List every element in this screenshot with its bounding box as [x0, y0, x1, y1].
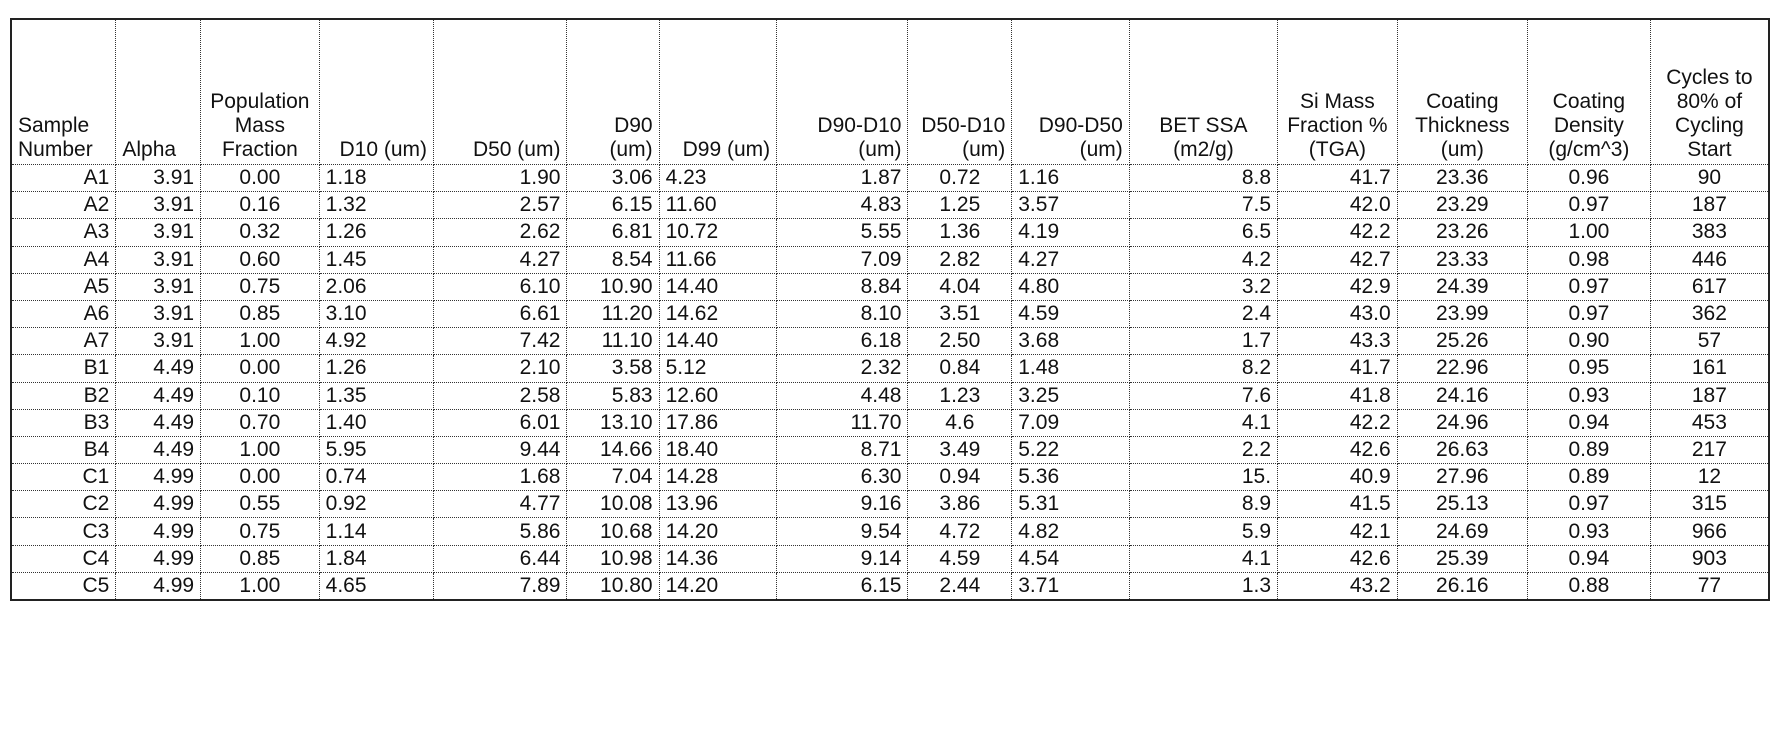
cell-d90: 6.81	[567, 219, 659, 246]
table-row	[11, 355, 1769, 382]
cell-cycles: 90	[1650, 165, 1769, 192]
cell-cycles: 315	[1650, 491, 1769, 518]
cell-si-mass-fraction: 42.1	[1278, 518, 1398, 545]
cell-sample-number: C5	[11, 572, 116, 600]
particle-data-table	[10, 18, 1770, 601]
table-row	[11, 436, 1769, 463]
cell-sample-number: A2	[11, 192, 116, 219]
cell-d50-d10: 4.04	[908, 273, 1012, 300]
cell-si-mass-fraction: 41.7	[1278, 355, 1398, 382]
header-alpha: Alpha	[116, 19, 201, 165]
header-d10: D10 (um)	[319, 19, 433, 165]
cell-coating-thickness: 23.33	[1397, 246, 1527, 273]
cell-alpha: 4.99	[116, 572, 201, 600]
cell-d10: 1.84	[319, 545, 433, 572]
cell-coating-thickness: 26.63	[1397, 436, 1527, 463]
header-coating-density: Coating Density (g/cm^3)	[1527, 19, 1650, 165]
cell-d50: 1.90	[434, 165, 567, 192]
cell-d90-d50: 7.09	[1012, 409, 1130, 436]
cell-alpha: 3.91	[116, 273, 201, 300]
cell-d99: 11.60	[659, 192, 777, 219]
cell-sample-number: A1	[11, 165, 116, 192]
cell-d10: 4.92	[319, 328, 433, 355]
cell-d50: 7.42	[434, 328, 567, 355]
cell-d90-d50: 1.16	[1012, 165, 1130, 192]
header-d90-d50: D90-D50 (um)	[1012, 19, 1130, 165]
cell-d50: 7.89	[434, 572, 567, 600]
data-table-container	[10, 18, 1770, 601]
cell-d10: 1.45	[319, 246, 433, 273]
cell-coating-density: 0.97	[1527, 491, 1650, 518]
cell-d99: 14.40	[659, 273, 777, 300]
cell-coating-thickness: 23.26	[1397, 219, 1527, 246]
cell-alpha: 4.49	[116, 355, 201, 382]
cell-d90-d50: 1.48	[1012, 355, 1130, 382]
cell-d10: 0.92	[319, 491, 433, 518]
header-d50-d10: D50-D10 (um)	[908, 19, 1012, 165]
cell-d90: 7.04	[567, 464, 659, 491]
cell-d99: 14.20	[659, 518, 777, 545]
cell-cycles: 617	[1650, 273, 1769, 300]
cell-d50: 6.44	[434, 545, 567, 572]
cell-d99: 14.20	[659, 572, 777, 600]
header-si-mass-fraction: Si Mass Fraction % (TGA)	[1278, 19, 1398, 165]
cell-coating-density: 0.89	[1527, 436, 1650, 463]
cell-population-mass-fraction: 0.10	[201, 382, 320, 409]
cell-population-mass-fraction: 0.70	[201, 409, 320, 436]
cell-sample-number: A3	[11, 219, 116, 246]
cell-d50-d10: 1.23	[908, 382, 1012, 409]
cell-bet-ssa: 4.2	[1129, 246, 1277, 273]
cell-bet-ssa: 2.4	[1129, 300, 1277, 327]
cell-d50: 4.27	[434, 246, 567, 273]
cell-d90-d50: 3.57	[1012, 192, 1130, 219]
header-d90-d10: D90-D10 (um)	[777, 19, 908, 165]
cell-d90-d10: 9.54	[777, 518, 908, 545]
header-bet-ssa: BET SSA (m2/g)	[1129, 19, 1277, 165]
cell-d99: 12.60	[659, 382, 777, 409]
cell-coating-thickness: 23.99	[1397, 300, 1527, 327]
cell-cycles: 12	[1650, 464, 1769, 491]
cell-d50-d10: 0.84	[908, 355, 1012, 382]
cell-alpha: 4.49	[116, 409, 201, 436]
cell-d99: 10.72	[659, 219, 777, 246]
cell-d50-d10: 4.59	[908, 545, 1012, 572]
cell-d90-d50: 5.31	[1012, 491, 1130, 518]
cell-coating-thickness: 27.96	[1397, 464, 1527, 491]
cell-coating-thickness: 24.16	[1397, 382, 1527, 409]
cell-d90-d10: 9.16	[777, 491, 908, 518]
table-row	[11, 165, 1769, 192]
cell-d90-d50: 4.19	[1012, 219, 1130, 246]
cell-si-mass-fraction: 43.0	[1278, 300, 1398, 327]
cell-coating-density: 0.95	[1527, 355, 1650, 382]
cell-d90: 5.83	[567, 382, 659, 409]
cell-d50: 2.62	[434, 219, 567, 246]
cell-d99: 5.12	[659, 355, 777, 382]
cell-population-mass-fraction: 1.00	[201, 436, 320, 463]
cell-d10: 2.06	[319, 273, 433, 300]
cell-d10: 1.14	[319, 518, 433, 545]
cell-cycles: 383	[1650, 219, 1769, 246]
cell-bet-ssa: 6.5	[1129, 219, 1277, 246]
cell-d90: 3.06	[567, 165, 659, 192]
header-coating-thickness: Coating Thickness (um)	[1397, 19, 1527, 165]
cell-si-mass-fraction: 42.2	[1278, 219, 1398, 246]
cell-d90-d50: 5.36	[1012, 464, 1130, 491]
table-row	[11, 300, 1769, 327]
cell-bet-ssa: 8.9	[1129, 491, 1277, 518]
cell-d90-d50: 3.68	[1012, 328, 1130, 355]
header-d99: D99 (um)	[659, 19, 777, 165]
cell-alpha: 4.49	[116, 382, 201, 409]
cell-cycles: 362	[1650, 300, 1769, 327]
cell-population-mass-fraction: 0.00	[201, 464, 320, 491]
cell-sample-number: B3	[11, 409, 116, 436]
cell-si-mass-fraction: 43.3	[1278, 328, 1398, 355]
cell-d90: 10.98	[567, 545, 659, 572]
cell-d50: 2.57	[434, 192, 567, 219]
cell-d90: 13.10	[567, 409, 659, 436]
cell-d99: 14.62	[659, 300, 777, 327]
header-sample-number: Sample Number	[11, 19, 116, 165]
header-population-mass-fraction: Population Mass Fraction	[201, 19, 320, 165]
cell-bet-ssa: 4.1	[1129, 545, 1277, 572]
cell-d10: 1.32	[319, 192, 433, 219]
cell-sample-number: C2	[11, 491, 116, 518]
table-row	[11, 518, 1769, 545]
cell-cycles: 453	[1650, 409, 1769, 436]
cell-d90-d10: 2.32	[777, 355, 908, 382]
table-row	[11, 464, 1769, 491]
cell-d90-d10: 6.18	[777, 328, 908, 355]
cell-coating-thickness: 25.39	[1397, 545, 1527, 572]
cell-population-mass-fraction: 0.55	[201, 491, 320, 518]
cell-cycles: 903	[1650, 545, 1769, 572]
table-row	[11, 382, 1769, 409]
cell-sample-number: B2	[11, 382, 116, 409]
cell-d90: 6.15	[567, 192, 659, 219]
cell-alpha: 3.91	[116, 165, 201, 192]
cell-coating-thickness: 23.36	[1397, 165, 1527, 192]
cell-bet-ssa: 1.3	[1129, 572, 1277, 600]
cell-coating-density: 0.98	[1527, 246, 1650, 273]
cell-sample-number: C3	[11, 518, 116, 545]
cell-cycles: 57	[1650, 328, 1769, 355]
cell-coating-density: 0.93	[1527, 518, 1650, 545]
cell-d50: 2.58	[434, 382, 567, 409]
table-row	[11, 273, 1769, 300]
cell-d90-d50: 4.27	[1012, 246, 1130, 273]
cell-cycles: 187	[1650, 382, 1769, 409]
cell-d90: 11.10	[567, 328, 659, 355]
cell-d10: 0.74	[319, 464, 433, 491]
cell-coating-density: 0.94	[1527, 409, 1650, 436]
cell-d50: 6.01	[434, 409, 567, 436]
cell-d50: 6.61	[434, 300, 567, 327]
cell-d10: 1.18	[319, 165, 433, 192]
cell-cycles: 77	[1650, 572, 1769, 600]
cell-d90-d10: 8.10	[777, 300, 908, 327]
cell-d90-d10: 6.30	[777, 464, 908, 491]
cell-d10: 1.26	[319, 355, 433, 382]
cell-d50-d10: 1.36	[908, 219, 1012, 246]
cell-d50: 6.10	[434, 273, 567, 300]
cell-coating-thickness: 26.16	[1397, 572, 1527, 600]
cell-d90: 11.20	[567, 300, 659, 327]
cell-population-mass-fraction: 1.00	[201, 572, 320, 600]
table-row	[11, 246, 1769, 273]
cell-d99: 14.40	[659, 328, 777, 355]
cell-d90-d50: 4.80	[1012, 273, 1130, 300]
cell-d99: 11.66	[659, 246, 777, 273]
cell-si-mass-fraction: 41.7	[1278, 165, 1398, 192]
cell-coating-thickness: 22.96	[1397, 355, 1527, 382]
cell-d50-d10: 3.51	[908, 300, 1012, 327]
cell-d10: 1.35	[319, 382, 433, 409]
cell-si-mass-fraction: 41.5	[1278, 491, 1398, 518]
cell-d90-d50: 3.71	[1012, 572, 1130, 600]
header-d90: D90 (um)	[567, 19, 659, 165]
cell-d90: 10.68	[567, 518, 659, 545]
header-d50: D50 (um)	[434, 19, 567, 165]
table-row	[11, 545, 1769, 572]
cell-d99: 4.23	[659, 165, 777, 192]
cell-population-mass-fraction: 0.75	[201, 518, 320, 545]
cell-bet-ssa: 2.2	[1129, 436, 1277, 463]
cell-d50-d10: 2.50	[908, 328, 1012, 355]
cell-si-mass-fraction: 40.9	[1278, 464, 1398, 491]
cell-coating-thickness: 24.69	[1397, 518, 1527, 545]
cell-d90-d50: 4.54	[1012, 545, 1130, 572]
cell-alpha: 3.91	[116, 192, 201, 219]
cell-population-mass-fraction: 0.85	[201, 300, 320, 327]
cell-d90-d10: 1.87	[777, 165, 908, 192]
cell-d10: 1.26	[319, 219, 433, 246]
cell-population-mass-fraction: 0.00	[201, 165, 320, 192]
cell-bet-ssa: 4.1	[1129, 409, 1277, 436]
cell-d10: 3.10	[319, 300, 433, 327]
cell-d50-d10: 4.6	[908, 409, 1012, 436]
cell-d50: 2.10	[434, 355, 567, 382]
cell-sample-number: A4	[11, 246, 116, 273]
cell-population-mass-fraction: 0.60	[201, 246, 320, 273]
cell-d10: 1.40	[319, 409, 433, 436]
table-body	[11, 165, 1769, 601]
cell-bet-ssa: 1.7	[1129, 328, 1277, 355]
cell-d90: 10.08	[567, 491, 659, 518]
cell-si-mass-fraction: 42.6	[1278, 436, 1398, 463]
table-row	[11, 572, 1769, 600]
table-row	[11, 219, 1769, 246]
cell-alpha: 3.91	[116, 328, 201, 355]
cell-cycles: 446	[1650, 246, 1769, 273]
cell-d99: 17.86	[659, 409, 777, 436]
cell-d50-d10: 1.25	[908, 192, 1012, 219]
cell-d90-d10: 5.55	[777, 219, 908, 246]
cell-d90-d10: 11.70	[777, 409, 908, 436]
cell-d10: 4.65	[319, 572, 433, 600]
cell-d50: 4.77	[434, 491, 567, 518]
cell-d90: 14.66	[567, 436, 659, 463]
cell-d99: 14.36	[659, 545, 777, 572]
table-row	[11, 328, 1769, 355]
cell-d50: 5.86	[434, 518, 567, 545]
cell-sample-number: A7	[11, 328, 116, 355]
cell-bet-ssa: 7.6	[1129, 382, 1277, 409]
cell-coating-density: 0.97	[1527, 273, 1650, 300]
cell-d90-d50: 5.22	[1012, 436, 1130, 463]
cell-alpha: 3.91	[116, 300, 201, 327]
cell-d90: 10.90	[567, 273, 659, 300]
cell-alpha: 4.99	[116, 545, 201, 572]
cell-d90: 8.54	[567, 246, 659, 273]
cell-sample-number: B1	[11, 355, 116, 382]
cell-bet-ssa: 15.	[1129, 464, 1277, 491]
cell-coating-density: 0.94	[1527, 545, 1650, 572]
cell-d50-d10: 3.86	[908, 491, 1012, 518]
cell-alpha: 4.99	[116, 464, 201, 491]
cell-d90-d10: 6.15	[777, 572, 908, 600]
header-cycles: Cycles to 80% of Cycling Start	[1650, 19, 1769, 165]
cell-d90-d10: 7.09	[777, 246, 908, 273]
cell-d90-d10: 9.14	[777, 545, 908, 572]
cell-cycles: 187	[1650, 192, 1769, 219]
cell-d90-d10: 8.71	[777, 436, 908, 463]
cell-bet-ssa: 8.2	[1129, 355, 1277, 382]
cell-d90-d50: 4.82	[1012, 518, 1130, 545]
header-row	[11, 19, 1769, 165]
cell-population-mass-fraction: 0.00	[201, 355, 320, 382]
cell-population-mass-fraction: 0.85	[201, 545, 320, 572]
cell-d50: 9.44	[434, 436, 567, 463]
cell-d50-d10: 2.82	[908, 246, 1012, 273]
cell-sample-number: B4	[11, 436, 116, 463]
cell-si-mass-fraction: 42.6	[1278, 545, 1398, 572]
cell-d50-d10: 3.49	[908, 436, 1012, 463]
cell-coating-thickness: 23.29	[1397, 192, 1527, 219]
cell-cycles: 161	[1650, 355, 1769, 382]
cell-si-mass-fraction: 42.9	[1278, 273, 1398, 300]
cell-bet-ssa: 7.5	[1129, 192, 1277, 219]
cell-si-mass-fraction: 42.2	[1278, 409, 1398, 436]
cell-cycles: 966	[1650, 518, 1769, 545]
cell-coating-density: 0.93	[1527, 382, 1650, 409]
cell-population-mass-fraction: 0.16	[201, 192, 320, 219]
cell-d90-d10: 4.48	[777, 382, 908, 409]
cell-d50-d10: 2.44	[908, 572, 1012, 600]
cell-alpha: 4.99	[116, 518, 201, 545]
cell-d90: 3.58	[567, 355, 659, 382]
cell-si-mass-fraction: 41.8	[1278, 382, 1398, 409]
cell-d50-d10: 0.72	[908, 165, 1012, 192]
cell-cycles: 217	[1650, 436, 1769, 463]
cell-si-mass-fraction: 42.0	[1278, 192, 1398, 219]
cell-coating-thickness: 25.26	[1397, 328, 1527, 355]
cell-alpha: 3.91	[116, 219, 201, 246]
cell-bet-ssa: 3.2	[1129, 273, 1277, 300]
cell-sample-number: C4	[11, 545, 116, 572]
cell-d50-d10: 4.72	[908, 518, 1012, 545]
cell-alpha: 4.99	[116, 491, 201, 518]
cell-coating-thickness: 24.39	[1397, 273, 1527, 300]
cell-coating-density: 1.00	[1527, 219, 1650, 246]
cell-coating-density: 0.97	[1527, 192, 1650, 219]
cell-d90-d10: 4.83	[777, 192, 908, 219]
cell-d99: 18.40	[659, 436, 777, 463]
cell-bet-ssa: 8.8	[1129, 165, 1277, 192]
cell-d50-d10: 0.94	[908, 464, 1012, 491]
cell-coating-density: 0.88	[1527, 572, 1650, 600]
cell-bet-ssa: 5.9	[1129, 518, 1277, 545]
cell-coating-thickness: 24.96	[1397, 409, 1527, 436]
cell-si-mass-fraction: 43.2	[1278, 572, 1398, 600]
cell-coating-density: 0.97	[1527, 300, 1650, 327]
cell-sample-number: C1	[11, 464, 116, 491]
cell-si-mass-fraction: 42.7	[1278, 246, 1398, 273]
table-row	[11, 192, 1769, 219]
cell-population-mass-fraction: 1.00	[201, 328, 320, 355]
cell-d90-d50: 4.59	[1012, 300, 1130, 327]
cell-d50: 1.68	[434, 464, 567, 491]
cell-d99: 13.96	[659, 491, 777, 518]
cell-alpha: 3.91	[116, 246, 201, 273]
cell-d90-d10: 8.84	[777, 273, 908, 300]
cell-sample-number: A5	[11, 273, 116, 300]
cell-sample-number: A6	[11, 300, 116, 327]
cell-d90: 10.80	[567, 572, 659, 600]
cell-d90-d50: 3.25	[1012, 382, 1130, 409]
cell-d10: 5.95	[319, 436, 433, 463]
cell-d99: 14.28	[659, 464, 777, 491]
table-row	[11, 409, 1769, 436]
cell-alpha: 4.49	[116, 436, 201, 463]
cell-coating-density: 0.96	[1527, 165, 1650, 192]
cell-population-mass-fraction: 0.32	[201, 219, 320, 246]
table-row	[11, 491, 1769, 518]
cell-coating-density: 0.90	[1527, 328, 1650, 355]
cell-coating-density: 0.89	[1527, 464, 1650, 491]
cell-coating-thickness: 25.13	[1397, 491, 1527, 518]
cell-population-mass-fraction: 0.75	[201, 273, 320, 300]
